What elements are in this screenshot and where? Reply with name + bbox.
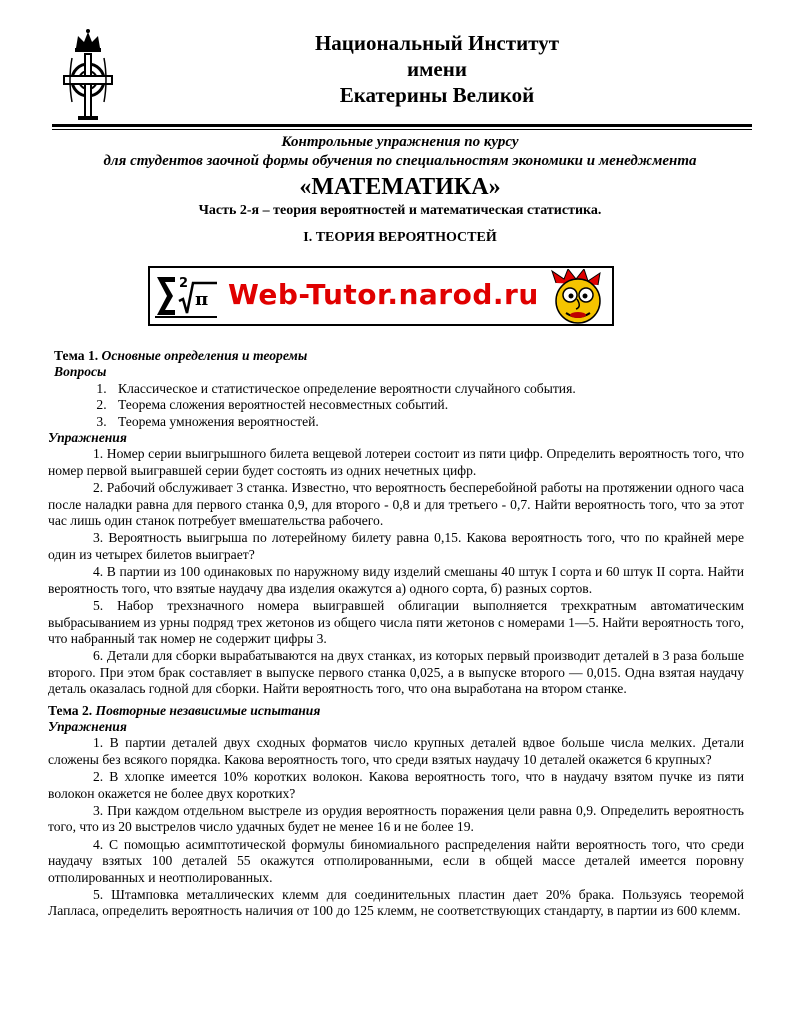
question-item: 3. Теорема умножения вероятностей. [110, 414, 748, 430]
exercise-item: 3. При каждом отдельном выстреле из орудия вероятность поражения цели равна 0,9. Определить вероятность того, что из 20 выстрелов число удачных будет не менее 16 и не более 19. [48, 802, 744, 835]
header-divider-thin [52, 129, 752, 130]
exercise-item: 1. Номер серии выигрышного билета вещевой лотереи состоит из пяти цифр. Определить вероятность того, что номер первой выигравшей серии будет состоять из одних нечетных цифр. [48, 446, 744, 478]
topic-1-title: Основные определения и теоремы [101, 348, 308, 363]
banner-site-name: Web-Tutor.narod.ru [228, 278, 539, 311]
svg-text:π: π [195, 289, 209, 310]
subtitle-line-2: для студентов заочной формы обучения по специальностям экономики и менеджмента [103, 153, 697, 169]
exercise-item: 5. Набор трехзначного номера выигравшей облигации выполняется трехкратным автоматическим выбрасыванием из урны подряд трех жетонов из общего числа пяти жетонов с номерами 1—5. Найти вероятность того, что набранный так номер не содержит цифры 3. [48, 598, 744, 646]
exercise-item: 4. С помощью асимптотической формулы биномиального распределения найти вероятность того, что среди наудачу взятых 100 деталей 55 окажутся отполированными, если в общей массе деталей имеется поровну отполированных и неотполированных. [48, 836, 744, 885]
exercise-item: 5. Штамповка металлических клемм для соединительных пластин дает 20% брака. Пользуясь теоремой Лапласа, определить вероятность наличия от 100 до 125 клемм, не соответствующих стандарту, в партии из 600 клемм. [48, 887, 744, 919]
exercise-item: 1. В партии деталей двух сходных форматов число крупных деталей вдвое больше числа мелких. Детали сложены без всякого порядка. Какова вероятность того, что среди взятых наудачу 10 деталей окажется 6 крупных? [48, 735, 744, 767]
topic-2-exercises-label: Упражнения [48, 718, 127, 734]
institute-line-1: Национальный Институт [314, 31, 560, 55]
sigma-root-icon [153, 271, 219, 321]
topic-2-label: Тема 2. [48, 702, 93, 718]
part-title: Часть 2-я – теория вероятностей и математическая статистика. [198, 203, 602, 218]
topic-2-heading [48, 703, 748, 719]
topic-2-title: Повторные независимые испытания [95, 702, 321, 718]
institute-line-3: Екатерины Великой [339, 83, 535, 107]
cartoon-face-icon [546, 269, 612, 325]
svg-text:2: 2 [179, 276, 189, 291]
web-tutor-banner[interactable] [148, 266, 614, 326]
topic-1-questions [48, 381, 748, 430]
topic-1-heading [54, 348, 748, 364]
question-item: 2. Теорема сложения вероятностей несовместных событий. [110, 397, 748, 413]
section-title: I. ТЕОРИЯ ВЕРОЯТНОСТЕЙ [303, 230, 497, 245]
exercise-item: 2. Рабочий обслуживает 3 станка. Известно, что вероятность бесперебойной работы на протяжении одного часа после наладки равна для первого станка 0,9, для второго - 0,8 и для третьего - 0,7. Найти вероятность того, что за этот час лишь один станок потребует вмешательства рабочего. [48, 480, 744, 529]
header-divider-thick [52, 124, 752, 127]
exercise-item: 2. В хлопке имеется 10% коротких волокон. Какова вероятность того, что в наудачу взятом пучке из пяти волокон окажется не более двух коротких? [48, 769, 744, 801]
exercise-item: 4. В партии из 100 одинаковых по наружному виду изделий смешаны 40 штук I сорта и 60 штук II сорта. Найти вероятность того, что взятые наудачу два изделия окажутся а) одного сорта, б) разных сортов. [48, 564, 744, 596]
exercise-content [48, 348, 748, 921]
exercise-item: 3. Вероятность выигрыша по лотерейному билету равна 0,15. Какова вероятность того, что по крайней мере один из четырех билетов выиграет? [48, 530, 744, 562]
course-title: «МАТЕМАТИКА» [299, 174, 501, 200]
header [52, 20, 752, 124]
exercise-item: 6. Детали для сборки вырабатываются на двух станках, из которых первый производит деталей в 3 раза больше второго. При этом брак составляет в выпуске первого станка 0,025, а в выпуске второго — 0,015. Одна взятая наудачу деталь оказалась годной для сборки. Найти вероятность того, что она выработана на втором станке. [48, 648, 744, 697]
subtitle-line-1: Контрольные упражнения по курсу [281, 134, 519, 150]
topic-1-questions-label: Вопросы [54, 364, 107, 380]
institute-line-2: имени [407, 57, 467, 81]
question-item: 1. Классическое и статистическое определение вероятности случайного события. [110, 381, 748, 397]
topic-1-exercises-label: Упражнения [48, 430, 127, 446]
topic-1-label: Тема 1. [54, 348, 99, 363]
institute-name [52, 30, 752, 108]
